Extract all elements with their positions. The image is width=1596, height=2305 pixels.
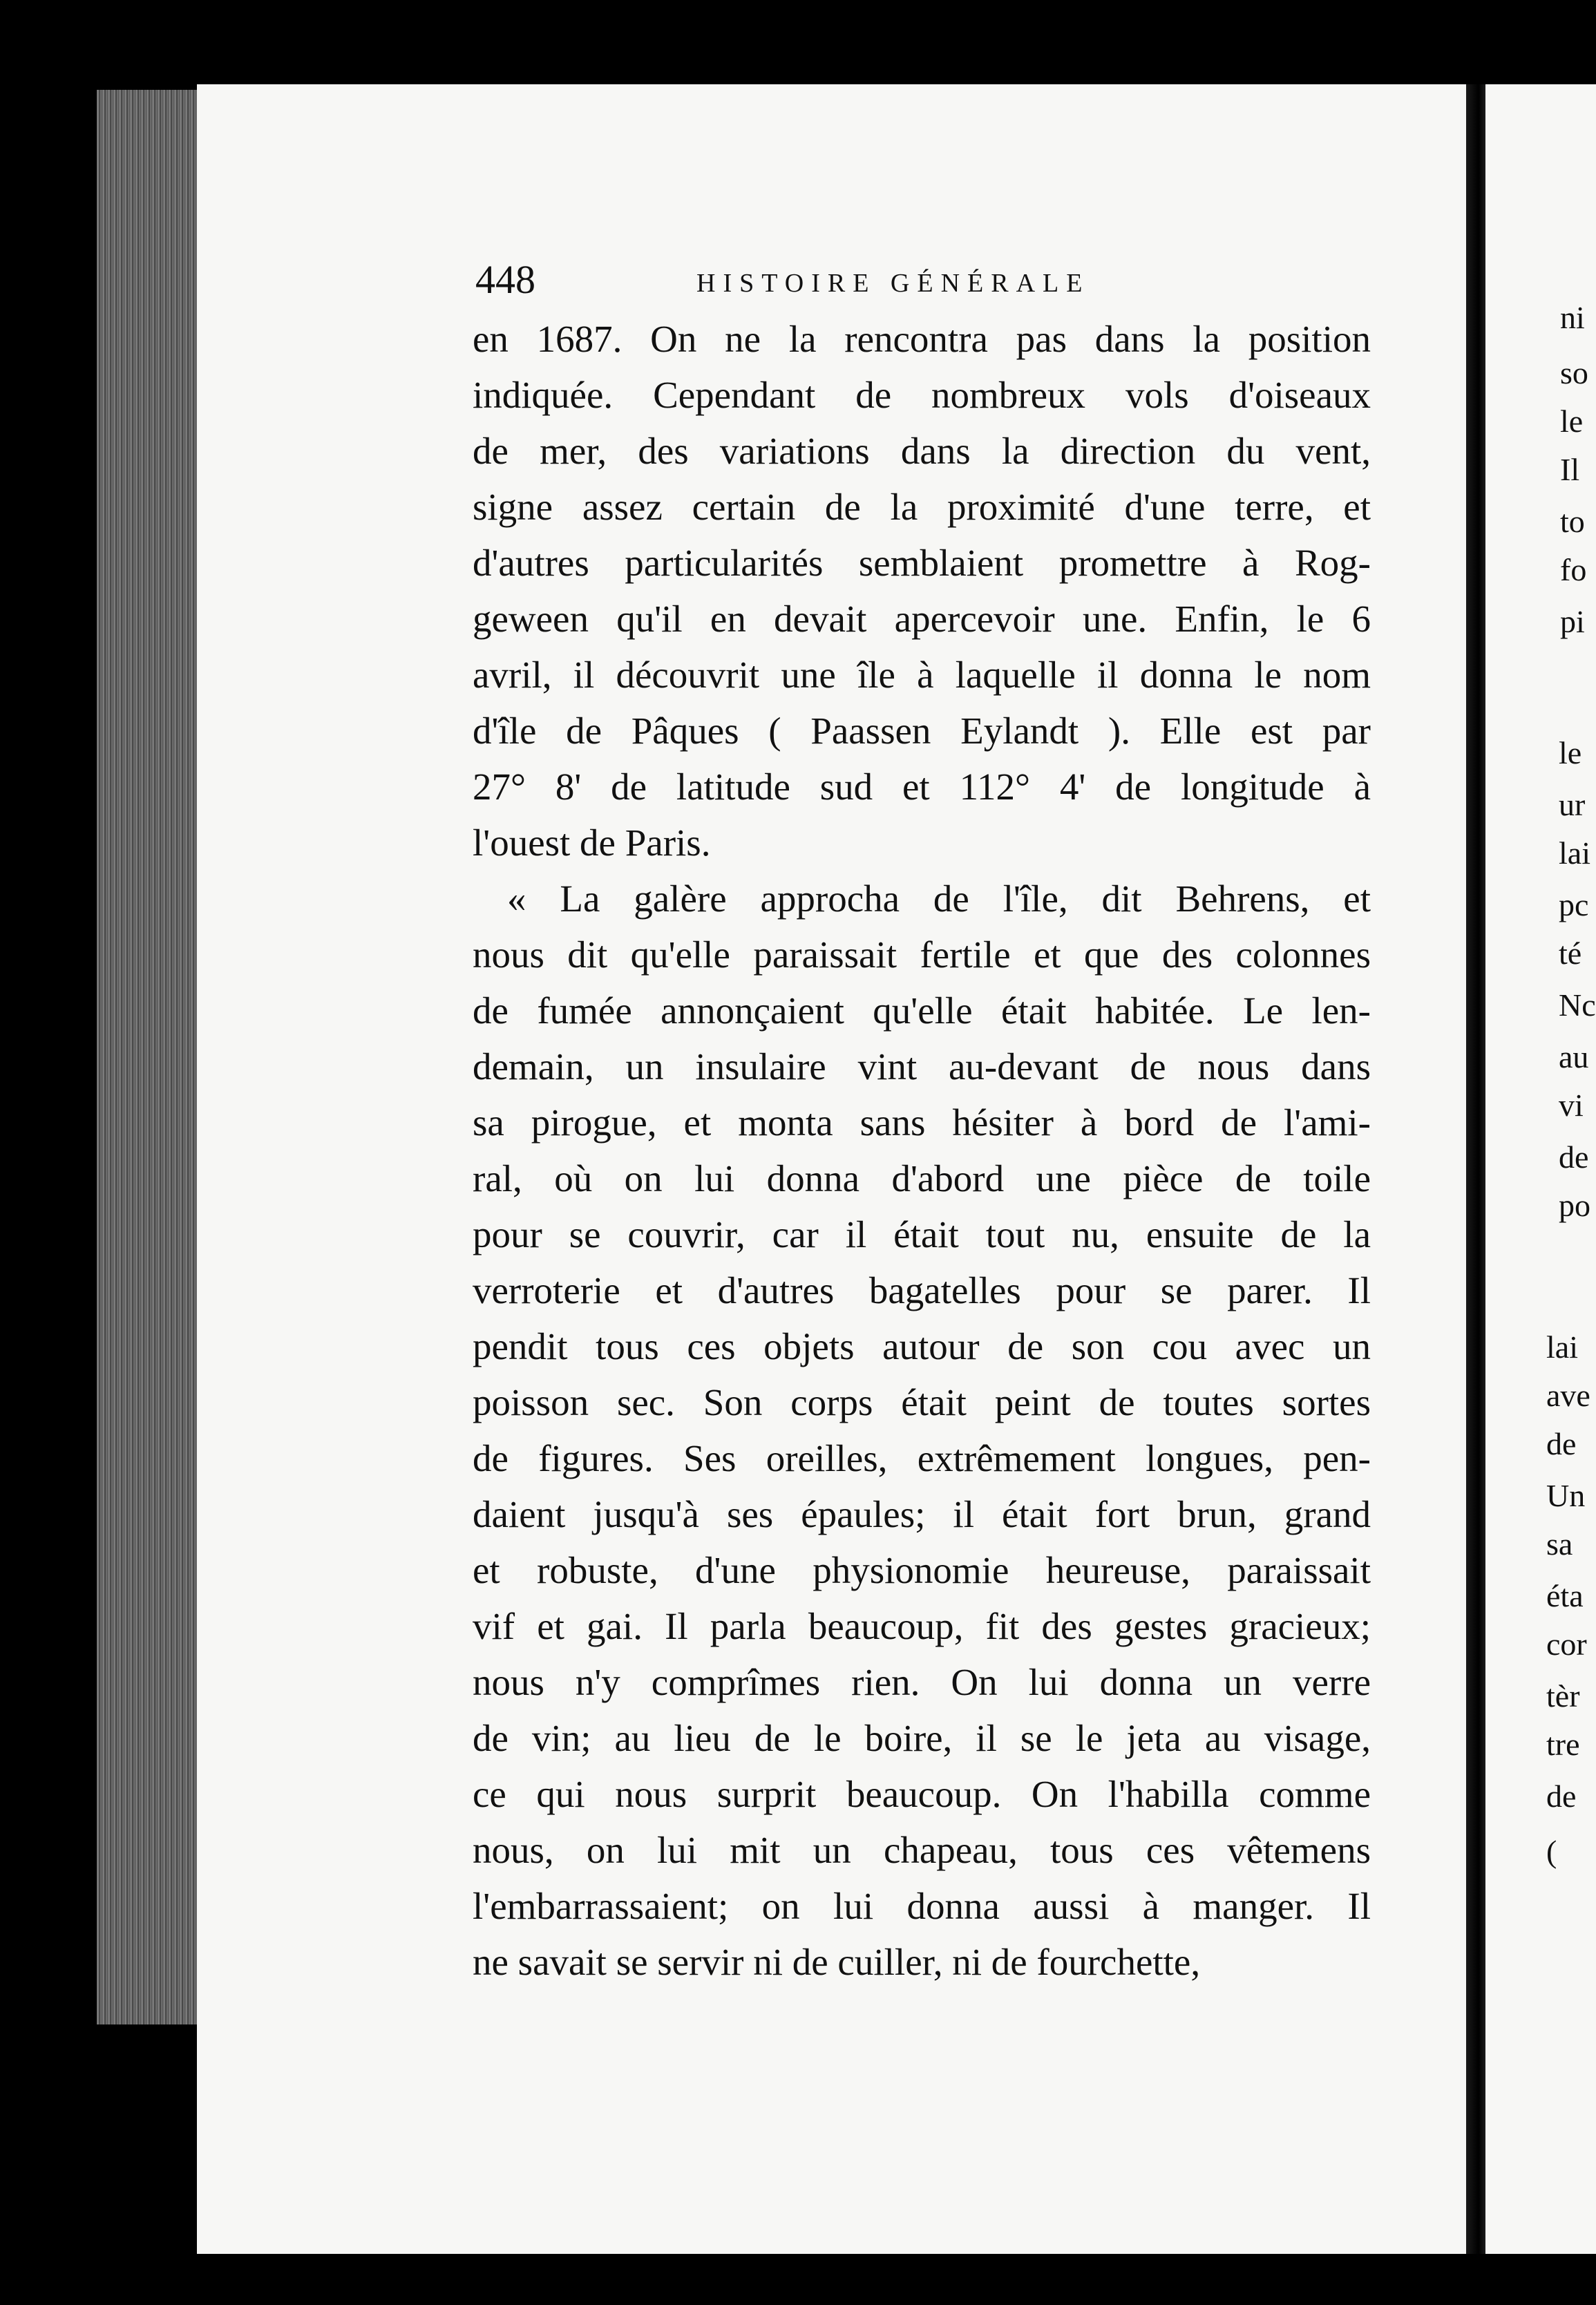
- text-line: sa pirogue, et monta sans hésiter à bord de l'ami-: [473, 1101, 1371, 1144]
- right-page-fragment: tèr: [1546, 1678, 1580, 1714]
- text-line: d'île de Pâques ( Paassen Eylandt ). Elle est par: [473, 710, 1371, 752]
- right-page-fragment: ur: [1559, 787, 1586, 822]
- text-line: de vin; au lieu de le boire, il se le jeta au visage,: [473, 1717, 1371, 1759]
- text-line: de fumée annonçaient qu'elle était habitée. Le len-: [473, 989, 1371, 1032]
- text-line: pour se couvrir, car il était tout nu, ensuite de la: [473, 1213, 1371, 1255]
- text-line: et robuste, d'une physionomie heureuse, paraissait: [473, 1549, 1371, 1591]
- text-line: poisson sec. Son corps était peint de toutes sortes: [473, 1381, 1371, 1423]
- text-line: daient jusqu'à ses épaules; il était fort brun, grand: [473, 1493, 1371, 1535]
- book-page-edges: [97, 90, 200, 2024]
- right-page-fragment: so: [1560, 355, 1588, 390]
- right-page-fragment: de: [1546, 1426, 1577, 1461]
- right-page-fragment: cor: [1546, 1626, 1587, 1662]
- text-line: indiquée. Cependant de nombreux vols d'oiseaux: [473, 374, 1371, 416]
- right-page-fragment: to: [1560, 504, 1585, 539]
- text-line: pendit tous ces objets autour de son cou avec un: [473, 1325, 1371, 1367]
- text-line: de mer, des variations dans la direction du vent,: [473, 430, 1371, 472]
- right-page-fragment: ni: [1560, 300, 1585, 335]
- right-page-fragment: le: [1560, 404, 1584, 439]
- text-line: « La galère approcha de l'île, dit Behrens, et: [507, 878, 1371, 920]
- right-page-fragment: lai: [1559, 835, 1590, 871]
- text-line: nous, on lui mit un chapeau, tous ces vêtemens: [473, 1829, 1371, 1871]
- text-line: verroterie et d'autres bagatelles pour se parer. Il: [473, 1269, 1371, 1311]
- text-line: 27° 8' de latitude sud et 112° 4' de longitude à: [473, 766, 1371, 808]
- text-line: de figures. Ses oreilles, extrêmement longues, pen-: [473, 1437, 1371, 1479]
- right-page-fragment: Il: [1560, 452, 1580, 487]
- text-line: l'embarrassaient; on lui donna aussi à manger. Il: [473, 1885, 1371, 1927]
- right-page-fragment: Un: [1546, 1478, 1586, 1513]
- right-page-fragment: (: [1546, 1834, 1557, 1869]
- right-page-fragment: de: [1546, 1778, 1577, 1814]
- right-page-fragment: au: [1559, 1039, 1589, 1074]
- right-page-fragment: sa: [1546, 1526, 1573, 1562]
- right-page-fragment: le: [1559, 735, 1582, 770]
- text-line: l'ouest de Paris.: [473, 822, 711, 864]
- right-page-fragment: pc: [1559, 887, 1589, 922]
- page-header: [475, 256, 1374, 304]
- right-page-fragment: Nc: [1559, 987, 1596, 1023]
- text-line: nous dit qu'elle paraissait fertile et que des colonnes: [473, 933, 1371, 976]
- text-line: avril, il découvrit une île à laquelle il donna le nom: [473, 654, 1371, 696]
- right-page-fragment: fo: [1560, 552, 1587, 587]
- right-page-fragment: éta: [1546, 1578, 1584, 1613]
- page-number: 448: [475, 257, 535, 302]
- text-line: demain, un insulaire vint au-devant de nous dans: [473, 1045, 1371, 1088]
- right-page-fragment: po: [1559, 1188, 1590, 1223]
- right-page-fragment: ave: [1546, 1378, 1590, 1413]
- text-line: d'autres particularités semblaient promettre à Rog-: [473, 542, 1371, 584]
- text-line: en 1687. On ne la rencontra pas dans la position: [473, 318, 1371, 360]
- right-page-fragment: pi: [1560, 604, 1585, 639]
- text-line: ral, où on lui donna d'abord une pièce de toile: [473, 1157, 1371, 1199]
- text-line: geween qu'il en devait apercevoir une. Enfin, le 6: [473, 598, 1371, 640]
- right-page-fragment: té: [1559, 936, 1582, 971]
- right-page-fragment: tre: [1546, 1727, 1580, 1762]
- text-line: nous n'y comprîmes rien. On lui donna un verre: [473, 1661, 1371, 1703]
- running-head: HISTOIRE GÉNÉRALE: [696, 269, 1090, 298]
- body-text: [473, 311, 1371, 1990]
- text-line: ne savait se servir ni de cuiller, ni de fourchette,: [473, 1941, 1201, 1983]
- text-line: ce qui nous surprit beaucoup. On l'habilla comme: [473, 1773, 1371, 1815]
- text-line: vif et gai. Il parla beaucoup, fit des gestes gracieux;: [473, 1605, 1371, 1647]
- text-line: signe assez certain de la proximité d'une terre, et: [473, 486, 1371, 528]
- book-gutter: [1466, 84, 1487, 2254]
- right-page-fragment: lai: [1546, 1329, 1578, 1365]
- right-page-fragment: de: [1559, 1139, 1589, 1175]
- right-page-fragment: vi: [1559, 1088, 1584, 1123]
